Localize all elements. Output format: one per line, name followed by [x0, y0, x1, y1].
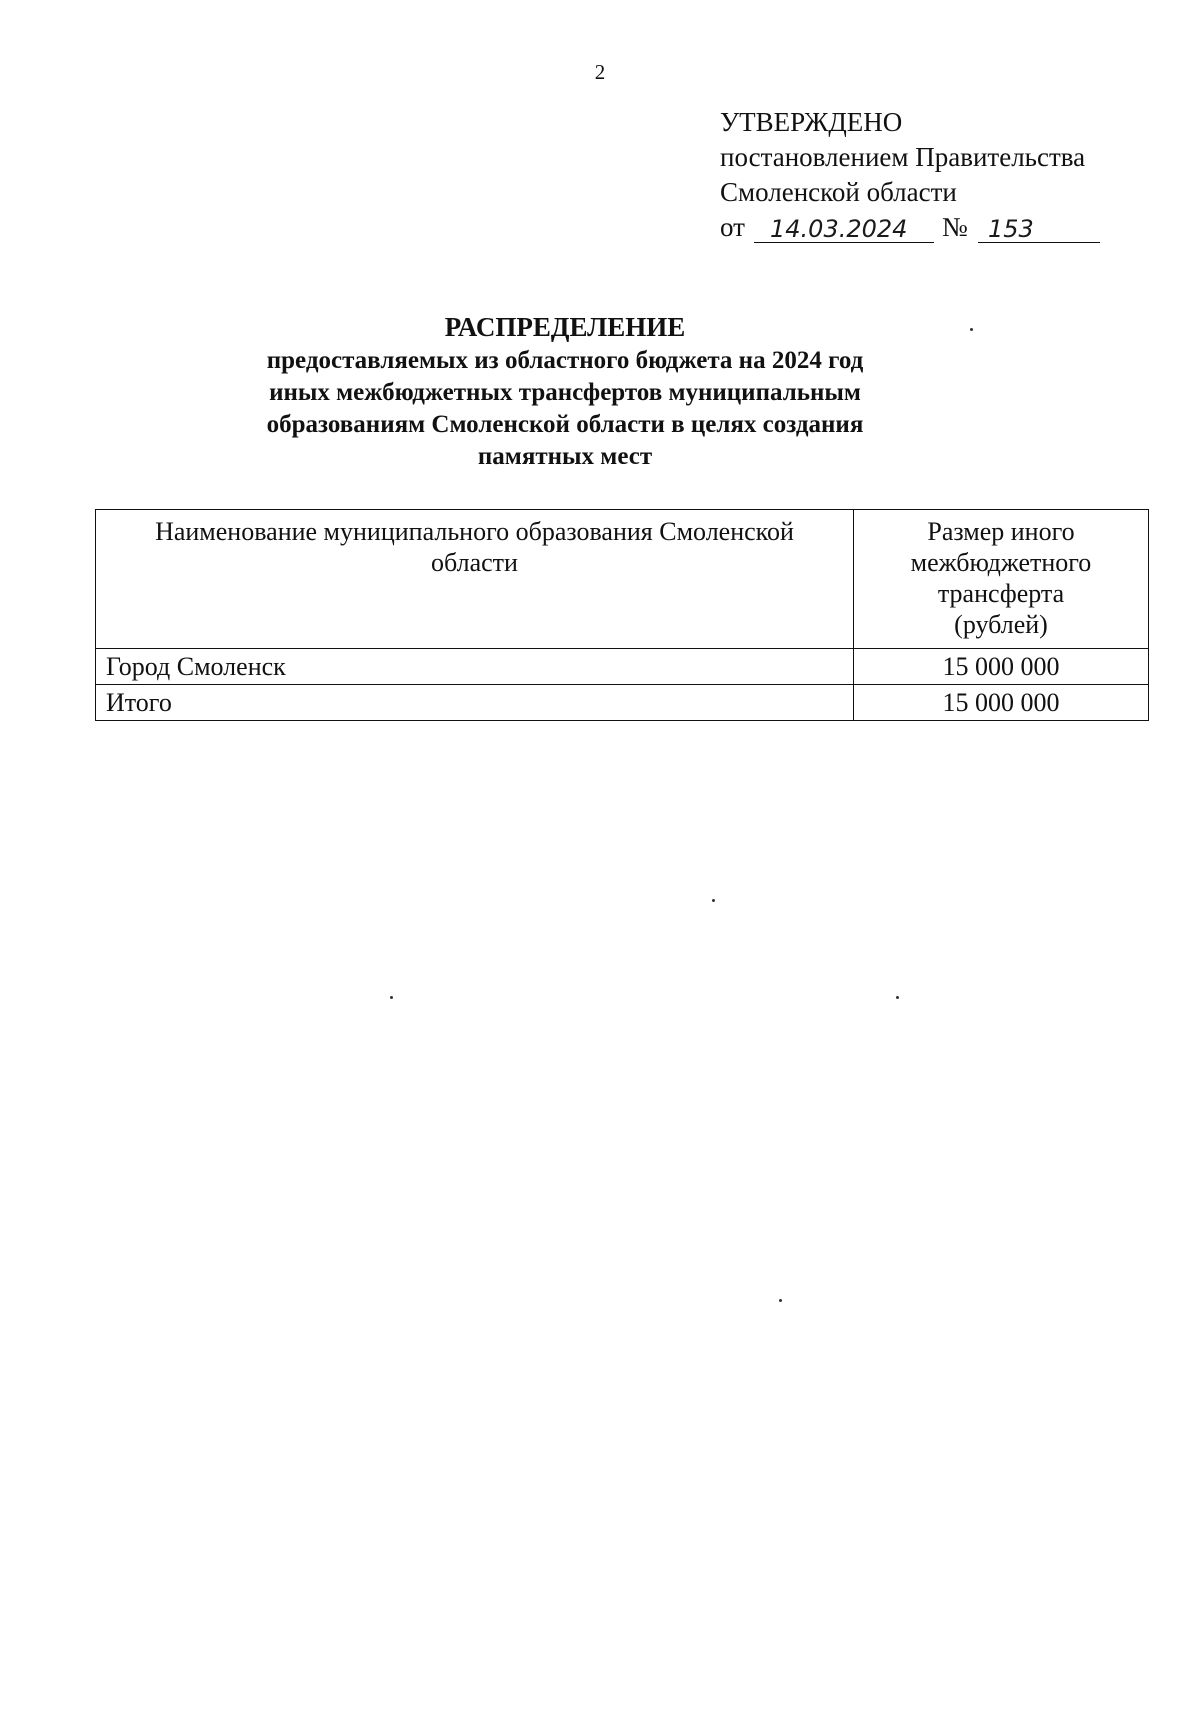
date-prefix: от	[720, 212, 745, 242]
approval-line-2: Смоленской области	[720, 177, 957, 207]
header-amount: Размер иного межбюджетного трансферта (рублей)	[854, 510, 1149, 649]
number-prefix: №	[942, 212, 968, 242]
distribution-table	[95, 509, 1149, 721]
title-sub-line-1: предоставляемых из областного бюджета на 2024 год	[266, 347, 864, 374]
approval-heading: УТВЕРЖДЕНО	[720, 107, 903, 137]
row-amount: 15 000 000	[854, 649, 1149, 685]
title-sub-line-3: образованиям Смоленской области в целях создания	[266, 411, 864, 438]
table-header-row	[96, 510, 1149, 649]
row-amount: 15 000 000	[854, 685, 1149, 721]
scan-speck	[779, 1299, 782, 1302]
row-name: Город Смоленск	[96, 649, 854, 685]
scan-speck	[390, 996, 393, 999]
document-title	[215, 309, 915, 473]
handwritten-date: 14.03.2024	[770, 215, 908, 243]
handwritten-number: 153	[988, 215, 1034, 243]
scan-speck	[712, 899, 715, 902]
approval-line-1: постановлением Правительства	[720, 142, 1086, 172]
scan-speck	[896, 996, 899, 999]
header-municipality: Наименование муниципального образования Смоленской области	[96, 510, 854, 649]
table-row	[96, 649, 1149, 685]
title-sub-line-2: иных межбюджетных трансфертов муниципальным	[269, 379, 861, 406]
table-row	[96, 685, 1149, 721]
approval-date-number-line	[720, 210, 1085, 246]
title-sub-line-4: памятных мест	[477, 443, 653, 470]
row-name: Итого	[96, 685, 854, 721]
scan-speck	[970, 328, 973, 331]
page-number: 2	[594, 60, 606, 84]
approval-stamp-block	[720, 105, 1085, 246]
title-main: РАСПРЕДЕЛЕНИЕ	[444, 312, 686, 342]
